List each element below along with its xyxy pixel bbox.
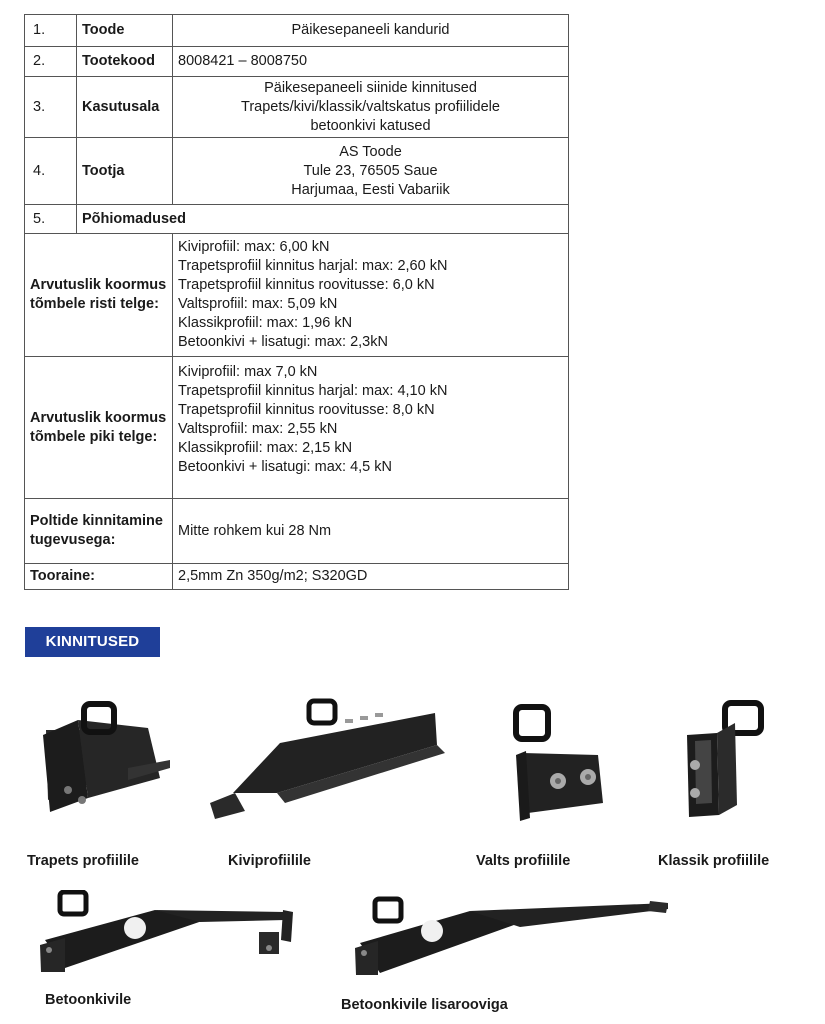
kivi-bracket-image [205, 693, 450, 823]
row-number: 1. [25, 15, 77, 47]
section-title: KINNITUSED [25, 627, 160, 657]
table-row [25, 357, 569, 499]
table-row [25, 499, 569, 564]
trapets-bracket-image [28, 690, 173, 830]
product-caption: Trapets profiilile [27, 853, 139, 869]
material-value: 2,5mm Zn 350g/m2; S320GD [173, 564, 569, 590]
product-caption: Klassik profiilile [658, 853, 770, 869]
betoonkivi-bracket-image [35, 890, 295, 975]
row-number: 2. [25, 47, 77, 77]
load-cross-values: Kiviprofiil: max: 6,00 kN Trapetsprofiil kinnitus harjal: max: 2,60 kN Trapetsprofiil kinnitus roovitusse: 6,0 kN Valtsprofiil: max: 5,09 kN Klassikprofiil: max: 1,96 kN Betoonkivi + lisatugi: max: 2,3kN [173, 234, 569, 357]
load-along-label: Arvutuslik koormus tõmbele piki telge: [25, 357, 173, 499]
material-label: Tooraine: [25, 564, 173, 590]
row-key: Tootja [77, 138, 173, 205]
row-number: 4. [25, 138, 77, 205]
spec-table [24, 14, 569, 590]
bolts-value: Mitte rohkem kui 28 Nm [173, 499, 569, 564]
table-row [25, 564, 569, 590]
row-number: 3. [25, 77, 77, 138]
table-row [25, 15, 569, 47]
row-number: 5. [25, 205, 77, 234]
klassik-bracket-image [655, 693, 795, 833]
load-cross-label: Arvutuslik koormus tõmbele risti telge: [25, 234, 173, 357]
product-caption: Valts profiilile [476, 853, 571, 869]
row-value: Päikesepaneeli siinide kinnitused Trapets/kivi/klassik/valtskatus profiilidele betoonkivi katused [173, 77, 569, 138]
bolts-label: Poltide kinnitamine tugevusega: [25, 499, 173, 564]
product-caption: Betoonkivile lisarooviga [341, 997, 508, 1013]
product-caption: Betoonkivile [45, 992, 132, 1008]
table-row [25, 77, 569, 138]
betoonkivi-lisaroov-bracket-image [350, 893, 670, 978]
table-row [25, 205, 569, 234]
row-value: AS Toode Tule 23, 76505 Saue Harjumaa, Eesti Vabariik [173, 138, 569, 205]
table-row [25, 138, 569, 205]
row-value: Päikesepaneeli kandurid [173, 15, 569, 47]
product-caption: Kiviprofiilile [228, 853, 311, 869]
row-key: Kasutusala [77, 77, 173, 138]
row-key: Toode [77, 15, 173, 47]
table-row [25, 47, 569, 77]
table-row [25, 234, 569, 357]
row-value: 8008421 – 8008750 [173, 47, 569, 77]
row-key: Tootekood [77, 47, 173, 77]
load-along-values: Kiviprofiil: max 7,0 kN Trapetsprofiil kinnitus harjal: max: 4,10 kN Trapetsprofiil kinnitus roovitusse: 8,0 kN Valtsprofiil: max: 2,55 kN Klassikprofiil: max: 2,15 kN Betoonkivi + lisatugi: max: 4,5 kN [173, 357, 569, 499]
valts-bracket-image [488, 693, 618, 828]
row-key: Põhiomadused [77, 205, 569, 234]
